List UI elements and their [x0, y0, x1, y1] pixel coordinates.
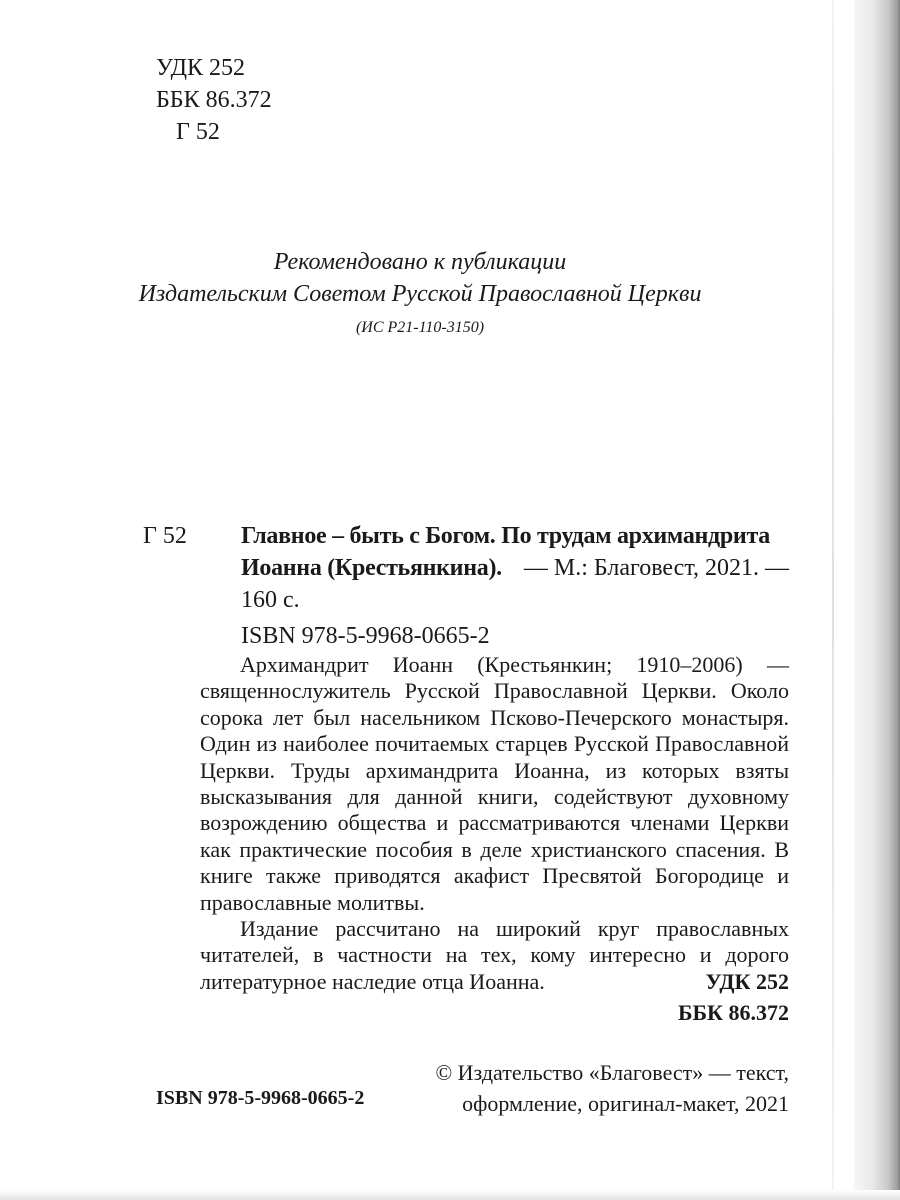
- recommendation-line-2: Издательским Советом Русской Православной Церкви: [138, 281, 702, 307]
- annotation-paragraph-1: Архимандрит Иоанн (Крестьянкин; 1910–2006) — священнослужитель Русской Православной Церкви. Около сорока лет был насельником Псково-Печерского монастыря. Один из наиболее почитаемых старцев Русской Православной Церкви. Труды архимандрита Иоанна, из которых взяты высказывания для данной книги, содействуют духовному возрождению общества и рассматриваются членами Церкви как практические пособия в деле христианского спасения. В книге также приводятся акафист Пресвятой Богородице и православные молитвы.: [200, 652, 789, 915]
- classification-codes: [156, 52, 272, 148]
- catalog-author-mark: Г 52: [143, 523, 187, 549]
- page-shadow-line: [832, 0, 834, 1200]
- copyright-line-2: оформление, оригинал-макет, 2021: [462, 1091, 789, 1116]
- catalog-record: [241, 520, 789, 616]
- annotation-paragraph-2: Издание рассчитано на широкий круг православных читателей, в частности на тех, кому интересно и дорого литературное наследие отца Иоанна.: [200, 916, 789, 994]
- bbk-code-bottom: ББК 86.372: [677, 1000, 789, 1025]
- catalog-title-line-1: Главное – быть с Богом. По трудам архимандрита: [241, 523, 770, 549]
- annotation: [200, 652, 789, 995]
- recommendation-code: (ИС Р21-110-3150): [355, 319, 485, 336]
- catalog-isbn: ISBN 978-5-9968-0665-2: [241, 623, 490, 649]
- publication-recommendation: [120, 246, 720, 340]
- copyright-line-1: © Издательство «Благовест» — текст,: [435, 1060, 789, 1085]
- catalog-title-author: Иоанна (Крестьянкина).: [241, 555, 502, 581]
- footer-isbn: ISBN 978-5-9968-0665-2: [156, 1087, 365, 1109]
- bbk-code: ББК 86.372: [156, 87, 272, 113]
- udk-code: УДК 252: [156, 55, 245, 81]
- page-edge: [854, 0, 900, 1200]
- author-mark: Г 52: [176, 119, 220, 145]
- copyright-notice: [435, 1057, 789, 1119]
- catalog-publication: — М.: Благовест, 2021. —: [523, 555, 789, 581]
- page-bottom-edge: [0, 1190, 900, 1200]
- catalog-title-line-2: [241, 552, 789, 584]
- classification-codes-bottom: [678, 966, 789, 1028]
- recommendation-line-1: Рекомендовано к публикации: [273, 249, 567, 275]
- udk-code-bottom: УДК 252: [705, 969, 789, 994]
- catalog-pages: 160 с.: [241, 587, 300, 613]
